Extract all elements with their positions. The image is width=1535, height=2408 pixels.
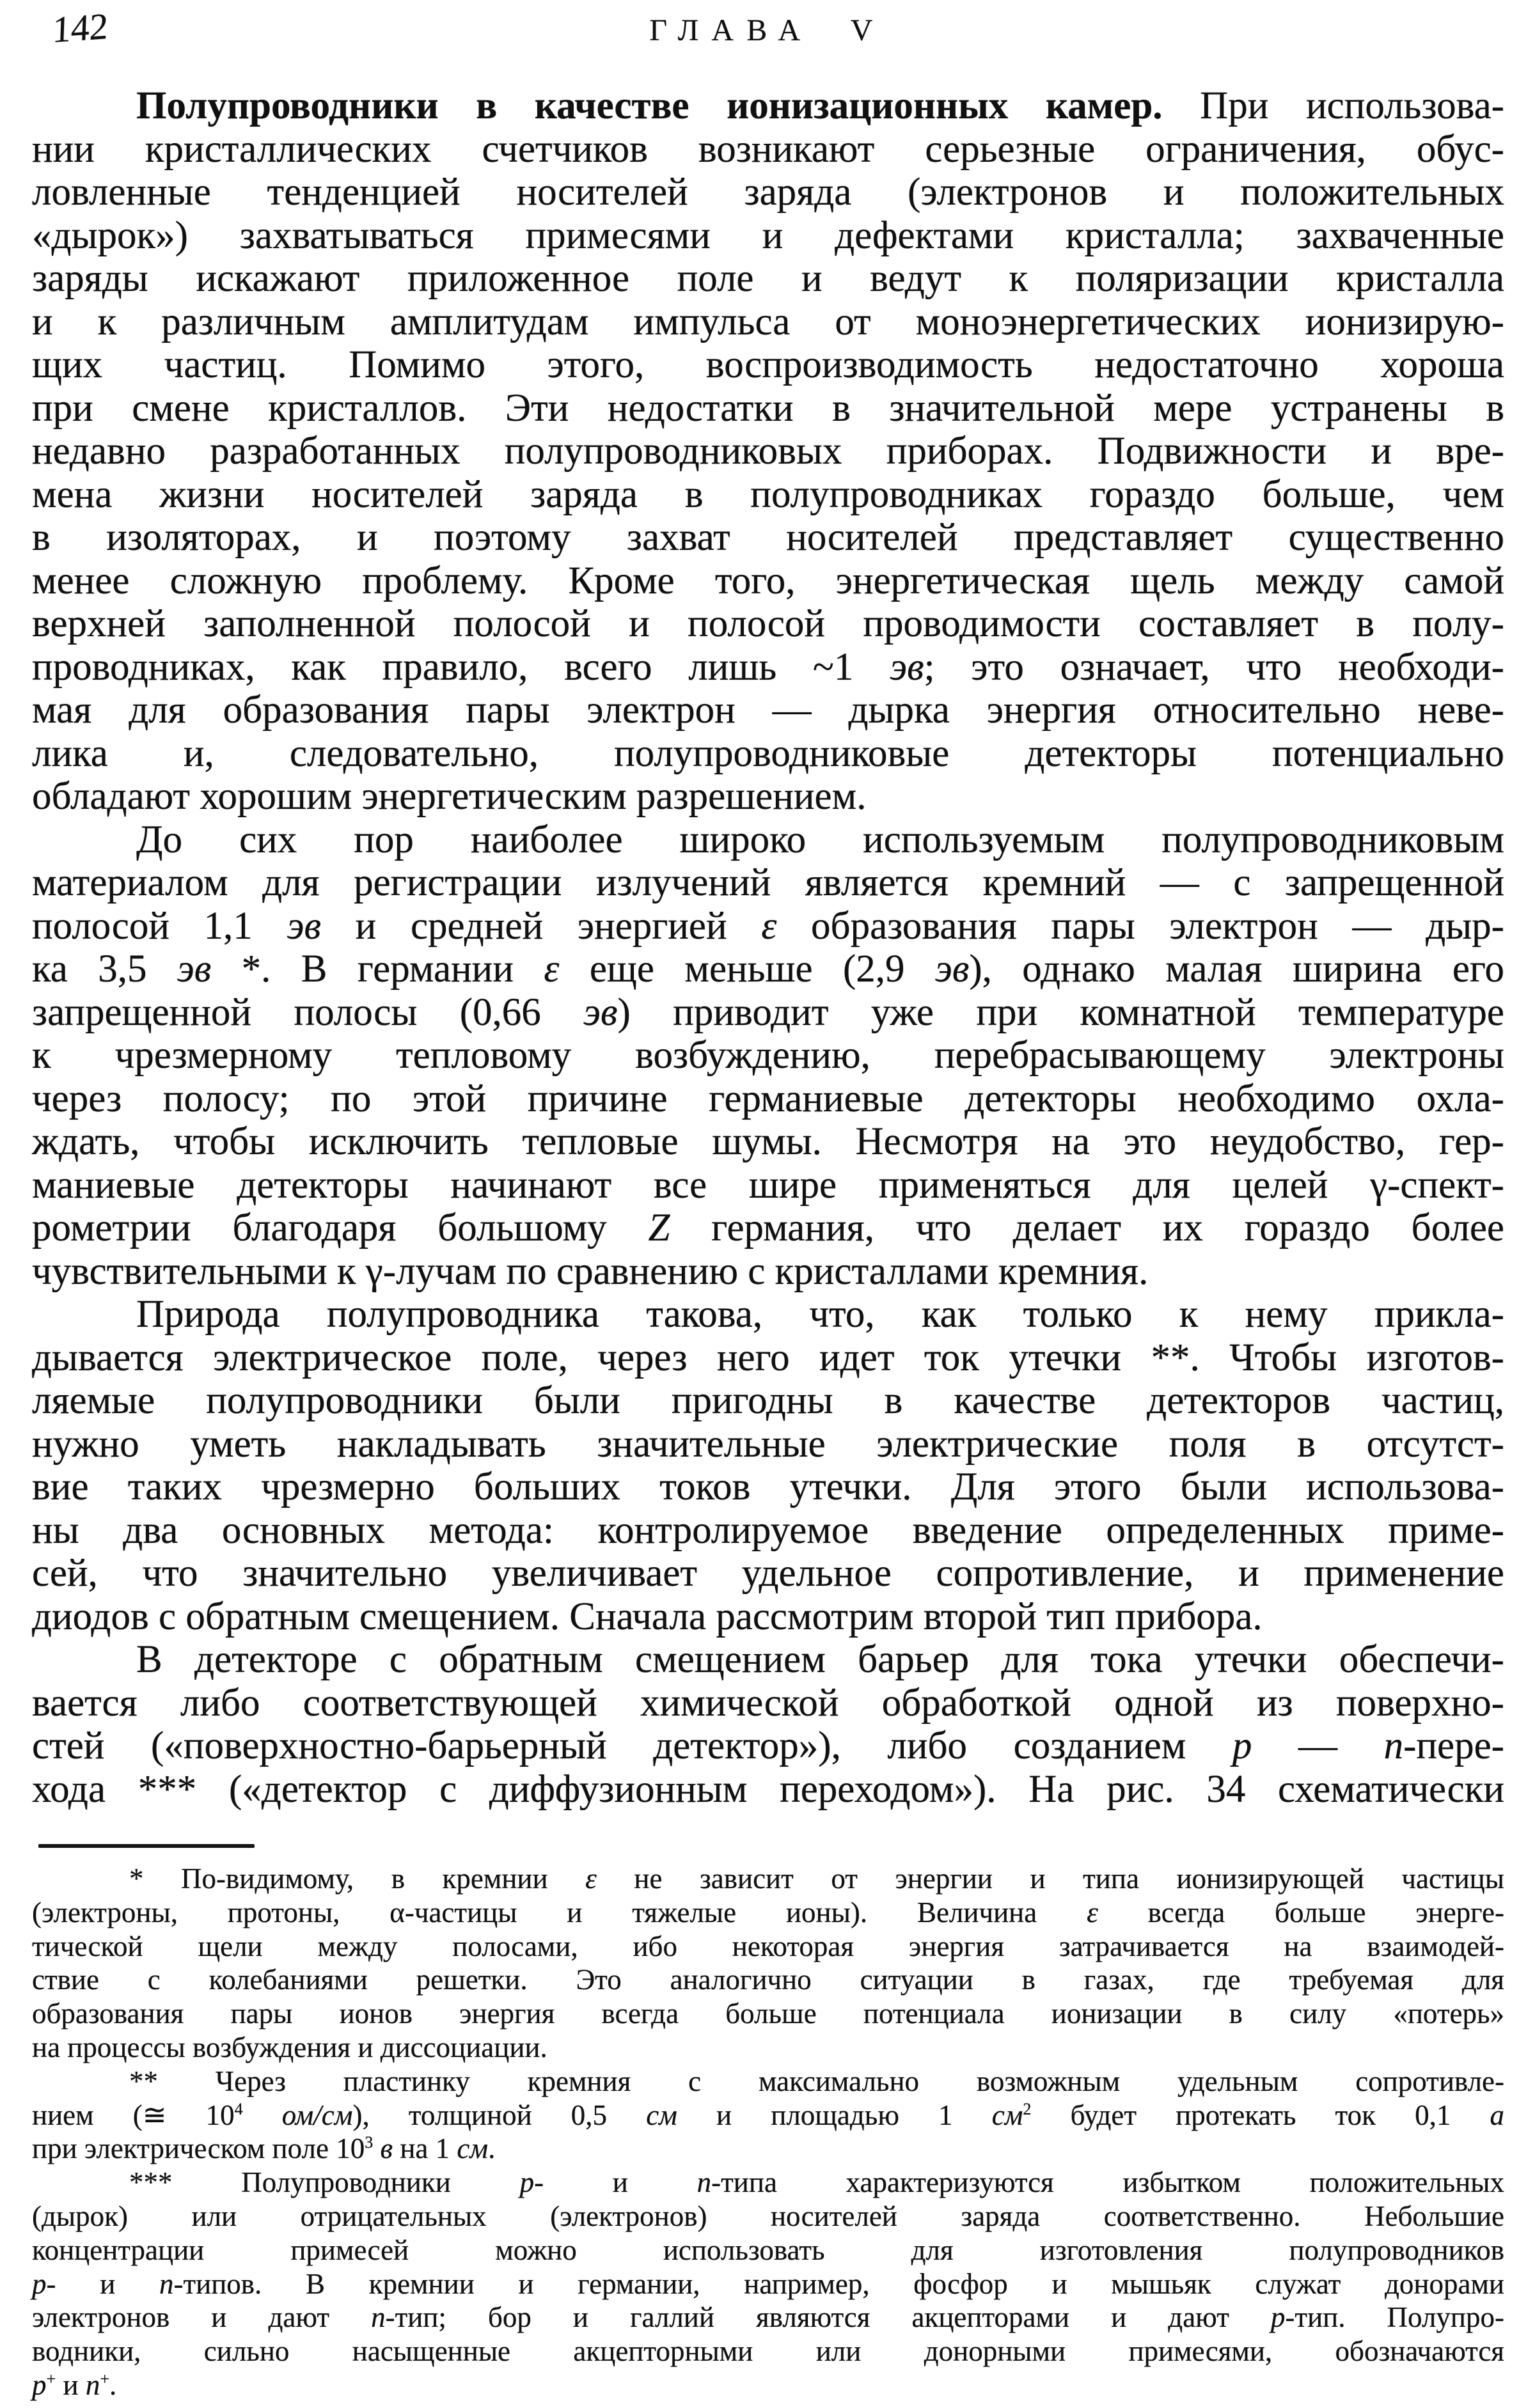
- paragraph: [32, 1638, 1504, 1811]
- text-line: ны два основных метода: контролируемое введение определенных приме-: [32, 1508, 1504, 1552]
- text-line: мая для образования пары электрон — дырка энергия относительно неве-: [32, 689, 1504, 731]
- text-line: на процессы возбуждения и диссоциации.: [32, 2031, 547, 2063]
- text-line: нужно уметь накладывать значительные электрические поля в отсутст-: [32, 1422, 1504, 1466]
- text-line: образования пары ионов энергия всегда больше потенциала ионизации в силу «потерь»: [32, 1998, 1504, 2030]
- paragraph: [32, 818, 1504, 1294]
- text-line: и к различным амплитудам импульса от моноэнергетических ионизирую-: [32, 300, 1504, 343]
- footnote: [32, 2166, 1504, 2402]
- text-line: мена жизни носителей заряда в полупроводниках гораздо больше, чем: [32, 473, 1504, 516]
- text-line: чувствительными к γ-лучам по сравнению с кристаллами кремния.: [32, 1249, 1149, 1293]
- text-line: проводниках, как правило, всего лишь ~1 эв; это означает, что необходи-: [32, 645, 1504, 689]
- footnote: [32, 1862, 1504, 2065]
- text-line: p+ и n+.: [32, 2368, 117, 2401]
- text-line: при смене кристаллов. Эти недостатки в значительной мере устранены в: [32, 386, 1504, 430]
- text-line: p- и n-типов. В кремнии и германии, например, фосфор и мышьяк служат донорами: [32, 2267, 1504, 2300]
- text-line: *** Полупроводники p- и n-типа характеризуются избытком положительных: [129, 2166, 1504, 2199]
- text-line: обладают хорошим энергетическим разрешением.: [32, 775, 867, 818]
- text-line: в изоляторах, и поэтому захват носителей представляет существенно: [32, 516, 1504, 559]
- text-line: (дырок) или отрицательных (электронов) носителей заряда соответственно. Небольшие: [32, 2200, 1504, 2232]
- text-line: маниевые детекторы начинают все шире применяться для целей γ-спект-: [32, 1163, 1504, 1207]
- text-line: к чрезмерному тепловому возбуждению, перебрасывающему электроны: [32, 1034, 1504, 1077]
- text-line: менее сложную проблему. Кроме того, энергетическая щель между самой: [32, 559, 1504, 602]
- text-line: нием (≅ $10^4$ ом/см), толщиной 0,5 см и площадью 1 $см^2$ будет протекать ток 0,1 а: [32, 2099, 1505, 2131]
- text-line: (электроны, протоны, α-частицы и тяжелые ионы). Величина ε всегда больше энерге-: [32, 1896, 1504, 1928]
- text-line: В детекторе с обратным смещением барьер для тока утечки обеспечи-: [136, 1638, 1504, 1681]
- paragraph: [32, 84, 1504, 818]
- page-number: 142: [51, 4, 109, 51]
- text-line: Полупроводники в качестве ионизационных камер. При использова-: [136, 84, 1504, 127]
- text-line: электронов и дают n-тип; бор и галлий являются акцепторами и дают p-тип. Полупро-: [32, 2301, 1504, 2334]
- chapter-header: ГЛАВА V: [649, 13, 886, 47]
- text-line: рометрии благодаря большому Z германия, что делает их гораздо более: [32, 1207, 1504, 1249]
- text-line: вается либо соответствующей химической обработкой одной из поверхно-: [32, 1681, 1504, 1724]
- text-line: нии кристаллических счетчиков возникают серьезные ограничения, обус-: [32, 127, 1504, 171]
- text-line: верхней заполненной полосой и полосой проводимости составляет в полу-: [32, 602, 1504, 645]
- text-line: недавно разработанных полупроводниковых приборах. Подвижности и вре-: [32, 430, 1504, 473]
- text-line: водники, сильно насыщенные акцепторными или донорными примесями, обозначаются: [32, 2335, 1504, 2368]
- footnote-separator: [38, 1844, 255, 1848]
- text-line: До сих пор наиболее широко используемым полупроводниковым: [136, 818, 1504, 861]
- text-line: стей («поверхностно-барьерный детектор»), либо созданием p — n-пере-: [32, 1724, 1504, 1767]
- text-line: при электрическом поле $10^3$ в на 1 см.: [32, 2132, 496, 2165]
- text-line: щих частиц. Помимо этого, воспроизводимость недостаточно хороша: [32, 343, 1504, 386]
- text-line: «дырок») захватываться примесями и дефектами кристалла; захваченные: [32, 214, 1504, 257]
- footnotes-text: [32, 1862, 1504, 2402]
- text-line: ** Через пластинку кремния с максимально возможным удельным сопротивле-: [129, 2065, 1504, 2097]
- text-line: полосой 1,1 эв и средней энергией ε образования пары электрон — дыр-: [32, 904, 1504, 948]
- text-line: тической щели между полосами, ибо некоторая энергия затрачивается на взаимодей-: [32, 1930, 1504, 1962]
- paragraph: [32, 1293, 1504, 1638]
- text-line: через полосу; по этой причине германиевые детекторы необходимо охла-: [32, 1077, 1504, 1120]
- text-line: дывается электрическое поле, через него идет ток утечки **. Чтобы изготов-: [32, 1336, 1504, 1379]
- text-line: ждать, чтобы исключить тепловые шумы. Несмотря на это неудобство, гер-: [32, 1120, 1504, 1163]
- text-line: вие таких чрезмерно больших токов утечки. Для этого были использова-: [32, 1466, 1504, 1508]
- text-line: ка 3,5 эв *. В германии ε еще меньше (2,9 эв), однако малая ширина его: [32, 948, 1504, 990]
- text-line: концентрации примесей можно использовать для изготовления полупроводников: [32, 2233, 1504, 2266]
- text-line: ствие с колебаниями решетки. Это аналогично ситуации в газах, где требуемая для: [32, 1964, 1504, 1996]
- text-line: лика и, следовательно, полупроводниковые детекторы потенциально: [32, 731, 1504, 775]
- text-line: хода *** («детектор с диффузионным переходом»). На рис. 34 схематически: [32, 1767, 1504, 1811]
- text-line: Природа полупроводника такова, что, как только к нему прикла-: [136, 1293, 1504, 1336]
- text-line: заряды искажают приложенное поле и ведут к поляризации кристалла: [32, 257, 1504, 300]
- text-line: сей, что значительно увеличивает удельное сопротивление, и применение: [32, 1552, 1504, 1595]
- text-line: ловленные тенденцией носителей заряда (электронов и положительных: [32, 171, 1504, 214]
- text-line: ляемые полупроводники были пригодны в качестве детекторов частиц,: [32, 1379, 1504, 1422]
- body-text: [32, 84, 1504, 1811]
- text-line: * По-видимому, в кремнии ε не зависит от энергии и типа ионизирующей частицы: [129, 1863, 1504, 1895]
- text-line: запрещенной полосы (0,66 эв) приводит уже при комнатной температуре: [32, 990, 1504, 1034]
- text-line: диодов с обратным смещением. Сначала рассмотрим второй тип прибора.: [32, 1595, 1263, 1638]
- footnote: [32, 2065, 1504, 2166]
- text-line: материалом для регистрации излучений является кремний — с запрещенной: [32, 861, 1504, 904]
